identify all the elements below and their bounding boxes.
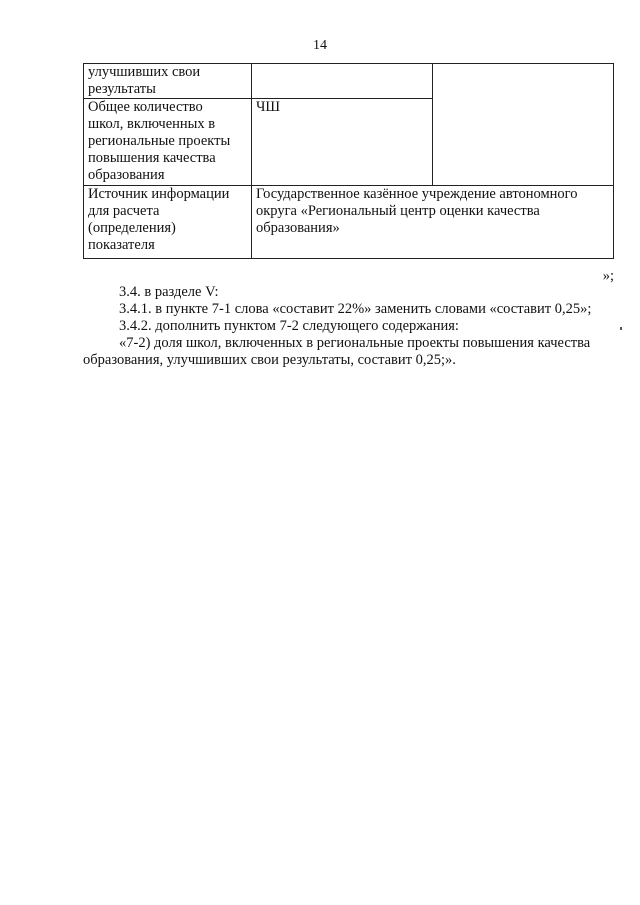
table-cell-label: улучшивших свои результаты [84,64,252,99]
scan-speck [620,327,622,330]
table-cell-value [252,64,433,99]
table-cell-value: ЧШ [252,99,433,186]
paragraph: 3.4.1. в пункте 7-1 слова «составит 22%» заменить словами «составит 0,25»; [119,301,592,317]
table-row [84,186,614,259]
table-cell-label: Источник информации для расчета (определения) показателя [84,186,252,259]
table-row [84,64,614,99]
paragraph: 3.4.2. дополнить пунктом 7-2 следующего содержания: [119,318,459,334]
table-cell-empty [433,64,614,186]
closing-quote: »; [602,268,614,284]
paragraph: 3.4. в разделе V: [119,284,219,300]
indicator-table [83,63,614,259]
page-number: 14 [313,38,327,53]
table-cell-value: Государственное казённое учреждение автономного округа «Региональный центр оценки качества образования» [252,186,614,259]
table-cell-label: Общее количество школ, включенных в региональные проекты повышения качества образования [84,99,252,186]
paragraph: «7-2) доля школ, включенных в региональные проекты повышения качества образования, улучшивших свои результаты, составит 0,25;». [83,335,591,368]
